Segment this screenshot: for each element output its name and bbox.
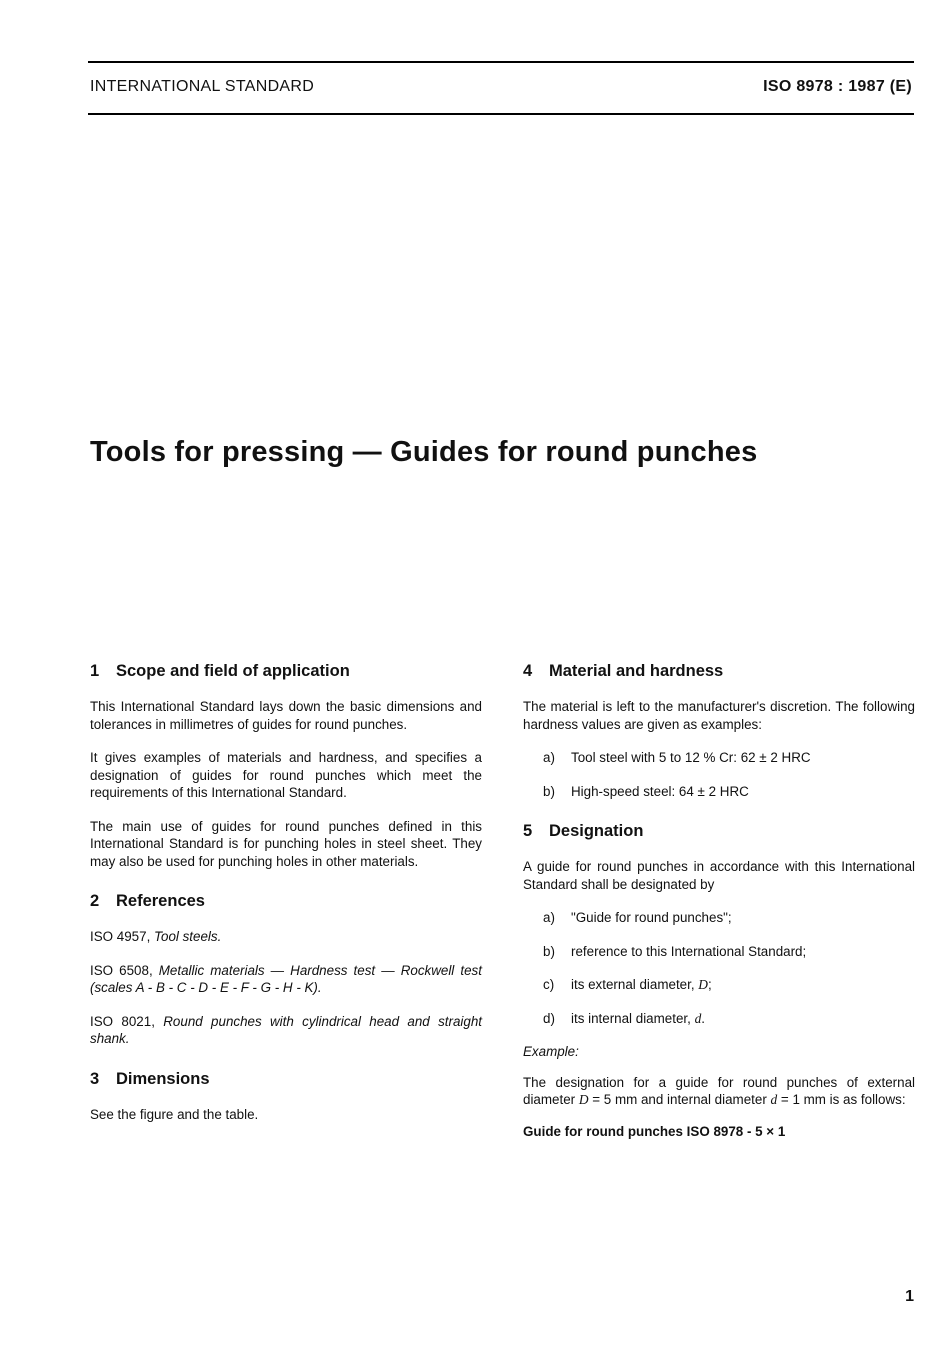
list-text: "Guide for round punches"; [571,910,732,925]
list-text: reference to this International Standard; [571,943,807,959]
section-heading [90,1068,482,1090]
list-text [571,976,712,994]
page-number: 1 [905,1288,914,1305]
list-item [543,976,915,994]
example-text: The designation for a guide for round punches of external diameter [523,1074,915,1107]
document-type: INTERNATIONAL STANDARD [90,78,315,95]
reference-title: Round punches with cylindrical head and straight shank. [90,1013,482,1046]
section-references [90,890,482,1048]
standard-number: ISO 8978 : 1987 (E) [763,78,912,95]
variable-D: D [578,1092,589,1107]
section-title: References [116,892,205,910]
reference-title: Tool steels. [154,929,222,944]
list-text-suffix: . [701,1010,706,1026]
reference-title: Metallic materials — Hardness test — Rockwell test (scales A - B - C - D - E - F - G - H - K). [90,962,482,995]
section-number: 4 [523,662,533,680]
variable-d: d [694,1010,702,1026]
list-item [543,783,915,801]
list-label: a) [543,750,555,765]
list-label: b) [543,943,555,959]
left-column [90,660,482,1143]
list-item [543,749,915,767]
section-number: 1 [90,662,100,680]
section-material [523,660,915,800]
list-text-prefix: its internal diameter, [571,1010,691,1026]
header-bottom-rule [88,113,914,115]
paragraph: A guide for round punches in accordance with this International Standard shall be designated by [523,859,915,892]
section-dimensions [90,1068,482,1124]
variable-d: d [770,1092,778,1107]
section-title: Designation [549,822,644,840]
list-text-prefix: its external diameter, [571,977,695,992]
section-heading [90,660,482,682]
example-label-text: Example: [523,1044,579,1059]
paragraph: The material is left to the manufacturer's discretion. The following hardness values are given as examples: [523,699,915,732]
header-top-rule [88,61,914,63]
paragraph: The main use of guides for round punches defined in this International Standard is for punching holes in steel sheet. They may also be used for punching holes in other materials. [90,818,482,869]
list-item [543,943,915,961]
list-label: c) [543,977,555,992]
reference-item [90,1013,482,1048]
paragraph: See the figure and the table. [90,1106,259,1122]
section-heading [523,660,915,682]
section-heading [523,820,915,842]
list-text: Tool steel with 5 to 12 % Cr: 62 ± 2 HRC [571,750,811,765]
section-heading [90,890,482,912]
reference-item [90,962,482,997]
document-title: Tools for pressing — Guides for round punches [90,436,758,468]
section-number: 2 [90,892,100,910]
list-label: b) [543,783,555,799]
list-item [543,1010,915,1028]
section-number: 3 [90,1069,100,1088]
reference-code: ISO 6508, [90,962,153,978]
reference-code: ISO 4957, [90,929,151,944]
right-column [523,660,915,1160]
example-designation: Guide for round punches ISO 8978 - 5 × 1 [523,1123,786,1139]
section-scope [90,660,482,870]
list-label: d) [543,1010,555,1026]
example-text: = 1 mm is as follows: [777,1092,906,1107]
list-item [543,909,915,927]
reference-item [90,928,482,946]
example-text: = 5 mm and internal diameter [588,1092,771,1107]
section-title: Material and hardness [549,662,724,680]
list-text [571,1010,705,1028]
section-number: 5 [523,822,533,840]
reference-code: ISO 8021, [90,1013,155,1029]
list-label: a) [543,910,555,925]
list-text: High-speed steel: 64 ± 2 HRC [571,783,749,799]
paragraph: It gives examples of materials and hardness, and specifies a designation of guides for round punches which meet the requirements of this International Standard. [90,750,482,800]
list-text-suffix: ; [707,977,712,992]
section-title: Scope and field of application [116,662,350,680]
paragraph: This International Standard lays down the basic dimensions and tolerances in millimetres of guides for round punches. [90,699,482,732]
example-label [523,1043,915,1061]
section-title: Dimensions [116,1069,210,1088]
example-paragraph [523,1074,915,1109]
variable-D: D [698,977,708,992]
section-designation [523,820,915,1140]
